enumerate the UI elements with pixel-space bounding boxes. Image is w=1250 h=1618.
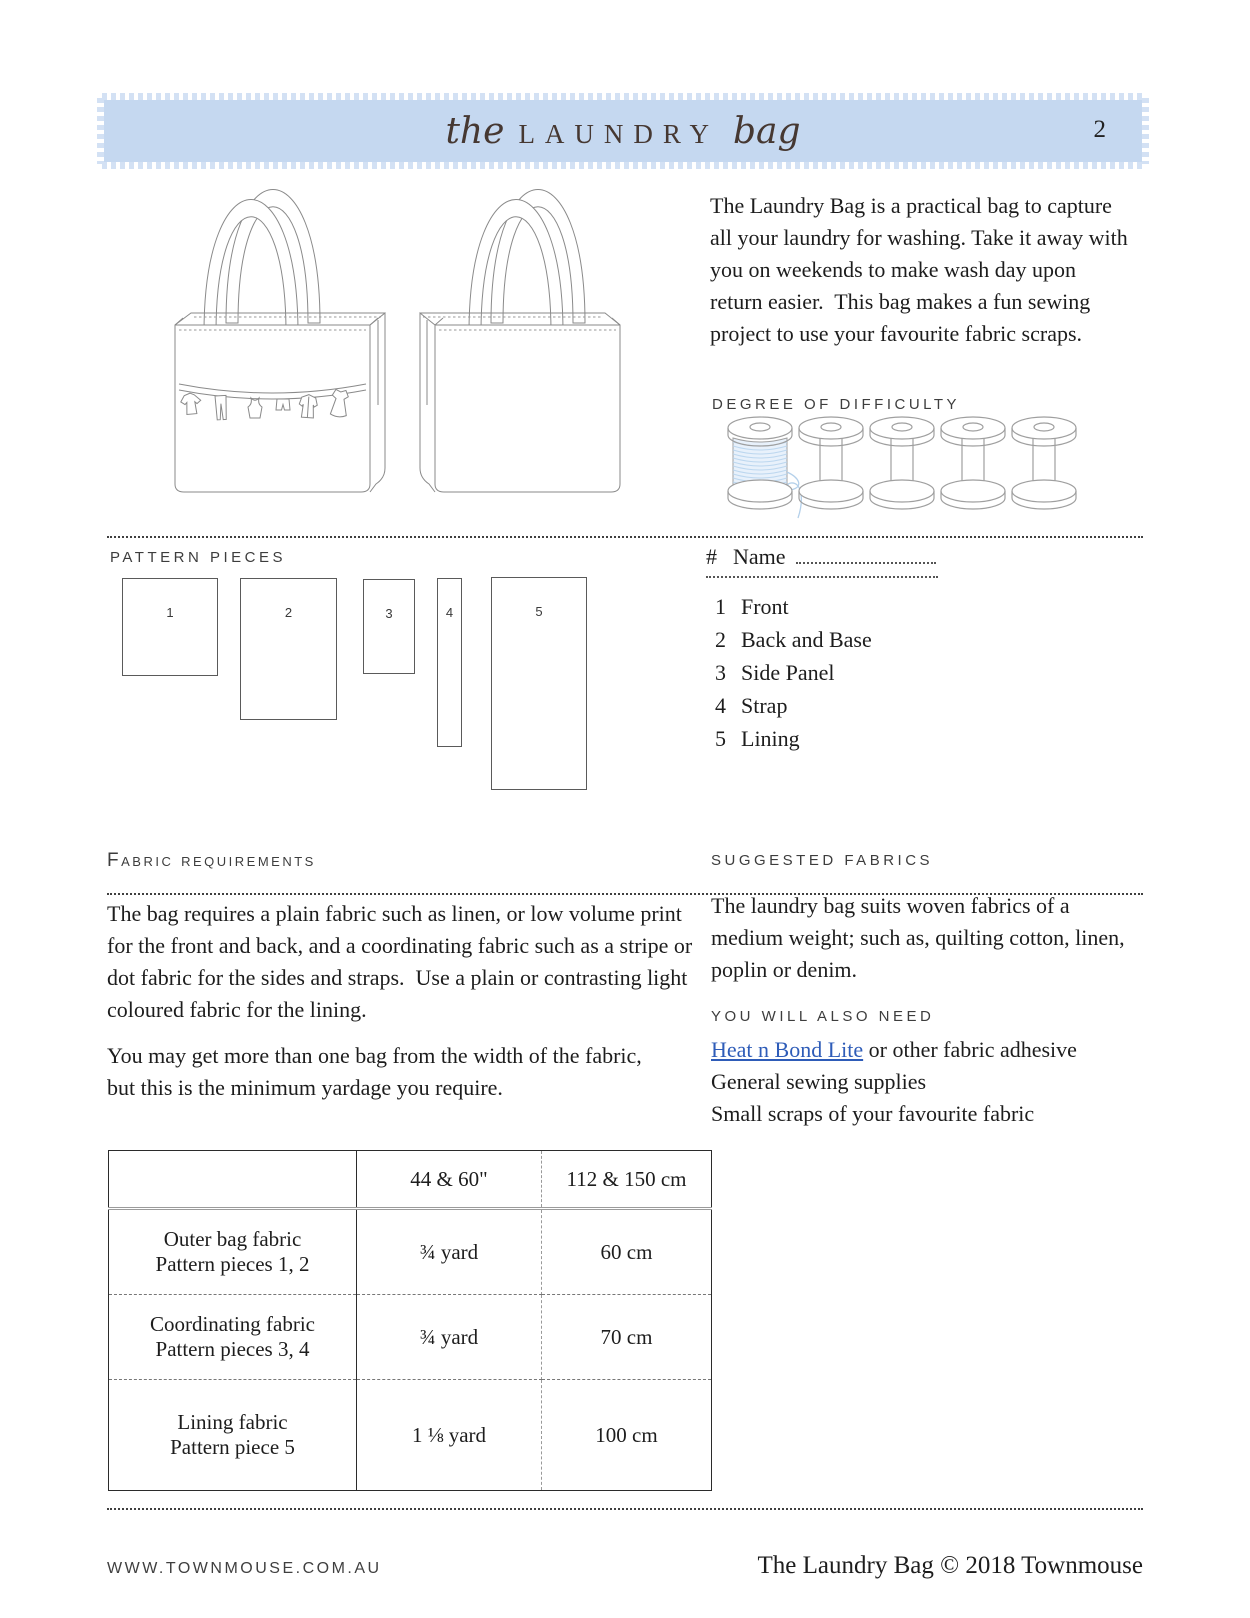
degree-of-difficulty-heading: DEGREE OF DIFFICULTY [712,396,961,413]
spool-empty-icon [870,417,934,509]
hash-label: # [706,544,717,569]
page-number: 2 [1093,115,1106,143]
list-item: 1 Front [715,594,789,619]
pattern-piece-4 [437,578,462,747]
pattern-piece-number: 5 [535,604,543,619]
column-header-cm: 112 & 150 cm [542,1151,712,1209]
you-will-also-need-list [711,1034,1156,1130]
cm-cell: 70 cm [542,1295,712,1380]
pattern-pieces-heading: PATTERN PIECES [110,549,286,566]
intro-paragraph: The Laundry Bag is a practical bag to capture all your laundry for washing. Take it away with you on weekends to make wash day upon return easier. This bag makes a fun sewing project to use your favourite fabric scraps. [710,193,1128,346]
pattern-piece-2 [240,578,337,720]
pattern-piece-number: 3 [385,606,393,621]
list-item: 5 Lining [715,726,800,751]
column-header-yards: 44 & 60" [357,1151,542,1209]
fabric-requirements-table [108,1150,712,1491]
table-row [109,1295,712,1380]
table-corner-cell [109,1151,357,1209]
pattern-piece-1 [122,578,218,676]
page-footer [107,1552,1143,1580]
list-item: 3 Side Panel [715,660,835,685]
title-bag: bag [732,110,801,152]
list-item: 4 Strap [715,693,788,718]
name-label: Name [733,544,786,569]
heat-n-bond-link[interactable]: Heat n Bond Lite [711,1037,864,1062]
supply-line-adhesive: Heat n Bond Lite or other fabric adhesive [711,1037,1077,1062]
fabric-requirements-heading: Fabric requirements [107,850,316,871]
yardage-cell: 1 ⅛ yard [357,1380,542,1491]
banner-fringe-left [97,98,104,164]
title-laundry: LAUNDRY [518,118,719,149]
table-header-row [109,1151,712,1209]
suggested-fabrics-heading: SUGGESTED FABRICS [711,852,934,869]
banner-fringe-right [1142,98,1149,164]
pattern-piece-number: 4 [445,605,454,620]
page-title [445,111,800,152]
pattern-piece-number: 1 [166,605,174,620]
row-label: Outer bag fabric Pattern pieces 1, 2 [109,1209,357,1295]
spool-empty-icon [799,417,863,509]
table-row [109,1380,712,1491]
yardage-cell: ¾ yard [357,1295,542,1380]
cm-cell: 60 cm [542,1209,712,1295]
copyright-text: The Laundry Bag © 2018 Townmouse [757,1552,1143,1579]
fabric-requirements-paragraph-1: The bag requires a plain fabric such as linen, or low volume print for the front and back, and a coordinating fabric such as a stripe or dot fabric for the sides and straps. Use a plain or contrasting light coloured fabric for the lining. [107,901,693,1022]
you-will-also-need-heading: YOU WILL ALSO NEED [711,1008,935,1025]
supply-line-scraps: Small scraps of your favourite fabric [711,1101,1035,1126]
fabric-requirements-paragraph-2: You may get more than one bag from the width of the fabric, but this is the minimum yardage you require. [107,1043,642,1100]
list-item: 2 Back and Base [715,627,872,652]
spool-empty-icon [941,417,1005,509]
difficulty-spools [720,406,1088,524]
website-url: WWW.TOWNMOUSE.COM.AU [107,1560,382,1577]
row-label: Coordinating fabric Pattern pieces 3, 4 [109,1295,357,1380]
suggested-fabrics-paragraph: The laundry bag suits woven fabrics of a medium weight; such as, quilting cotton, linen, poplin or denim. [711,893,1125,982]
dotted-divider [107,1508,1143,1510]
pattern-piece-3 [363,579,415,674]
pattern-piece-5 [491,577,587,790]
cm-cell: 100 cm [595,1422,658,1447]
supply-line-general: General sewing supplies [711,1069,927,1094]
row-label: Lining fabric Pattern piece 5 [109,1380,357,1491]
pieces-list [708,590,872,755]
yardage-cell: ¾ yard [357,1209,542,1295]
header-banner [104,100,1142,162]
front-bag-illustration [175,190,385,493]
pieces-list-header [706,544,938,578]
table-row [109,1209,712,1295]
back-bag-illustration [420,190,620,493]
spool-filled-icon [728,417,801,518]
spool-empty-icon [1012,417,1076,509]
pattern-piece-number: 2 [284,605,293,620]
title-the: the [445,110,505,152]
dotted-leader [796,562,936,564]
dotted-divider [107,536,1143,538]
bag-illustrations [138,180,673,505]
